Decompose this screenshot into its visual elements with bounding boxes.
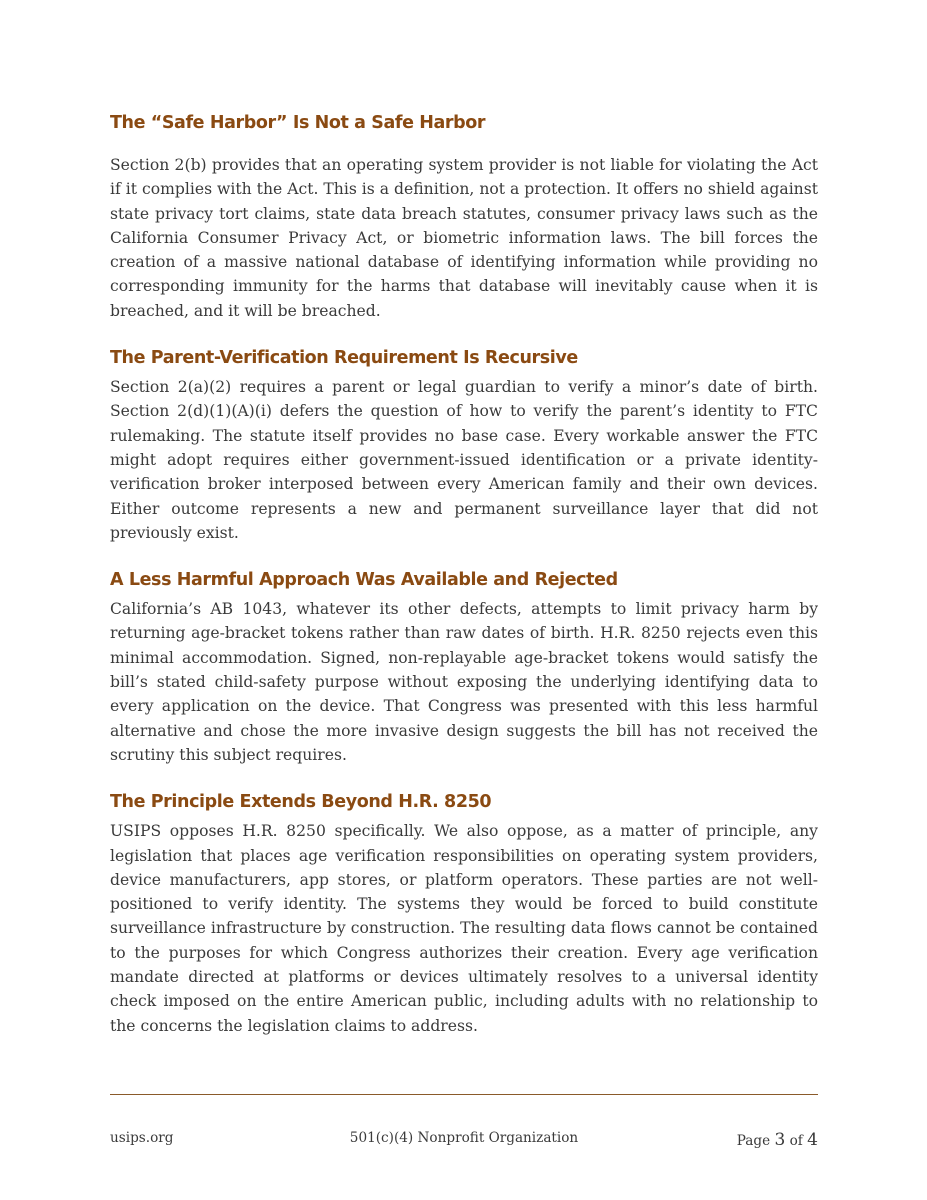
section-body-parent-verification: Section 2(a)(2) requires a parent or legal guardian to verify a minor’s date of birth. Section 2(d)(1)(A)(i) defers the question of how to verify the parent’s identity to FTC rulemaking. The statute itself provides no base case. Every workable answer the FTC might adopt requires either government-issued identification or a private identity-verification broker interposed between every American family and their own devices. Either outcome represents a new and permanent surveillance layer that did not previously exist. [110,378,818,542]
footer-page-prefix: Page [736,1133,771,1149]
footer-divider [110,1094,818,1095]
section-heading-parent-verification: The Parent-Verification Requirement Is Recursive [110,348,578,369]
document-page [110,108,818,1038]
footer-organization: 501(c)(4) Nonprofit Organization [349,1130,579,1146]
section-body-less-harmful-approach: California’s AB 1043, whatever its other defects, attempts to limit privacy harm by returning age-bracket tokens rather than raw dates of birth. H.R. 8250 rejects even this minimal accommodation. Signed, non-replayable age-bracket tokens would satisfy the bill’s stated child-safety purpose without exposing the underlying identifying data to every application on the device. That Congress was presented with this less harmful alternative and chose the more invasive design suggests the bill has not received the scrutiny this subject requires. [110,600,818,764]
footer-page-number [737,1130,818,1150]
section-body-safe-harbor: Section 2(b) provides that an operating system provider is not liable for violating the Act if it complies with the Act. This is a definition, not a protection. It offers no shield against state privacy tort claims, state data breach statutes, consumer privacy laws such as the California Consumer Privacy Act, or biometric information laws. The bill forces the creation of a massive national database of identifying information while providing no corresponding immunity for the harms that database will inevitably cause when it is breached, and it will be breached. [110,156,818,320]
page-footer [110,1124,818,1152]
section-heading-principle-extends: The Principle Extends Beyond H.R. 8250 [110,792,492,813]
section-heading-safe-harbor: The “Safe Harbor” Is Not a Safe Harbor [110,113,486,133]
footer-page-total: 4 [807,1130,818,1150]
footer-page-current: 3 [774,1130,786,1150]
section-heading-less-harmful-approach: A Less Harmful Approach Was Available and Rejected [110,570,618,591]
footer-website: usips.org [110,1130,174,1146]
section-body-principle-extends: USIPS opposes H.R. 8250 specifically. We also oppose, as a matter of principle, any legislation that places age verification responsibilities on operating system providers, device manufacturers, app stores, or platform operators. These parties are not well-positioned to verify identity. The systems they would be forced to build constitute surveillance infrastructure by construction. The resulting data flows cannot be contained to the purposes for which Congress authorizes their creation. Every age verification mandate directed at platforms or devices ultimately resolves to a universal identity check imposed on the entire American public, including adults with no relationship to the concerns the legislation claims to address. [110,822,818,1035]
footer-page-of: of [789,1133,803,1149]
